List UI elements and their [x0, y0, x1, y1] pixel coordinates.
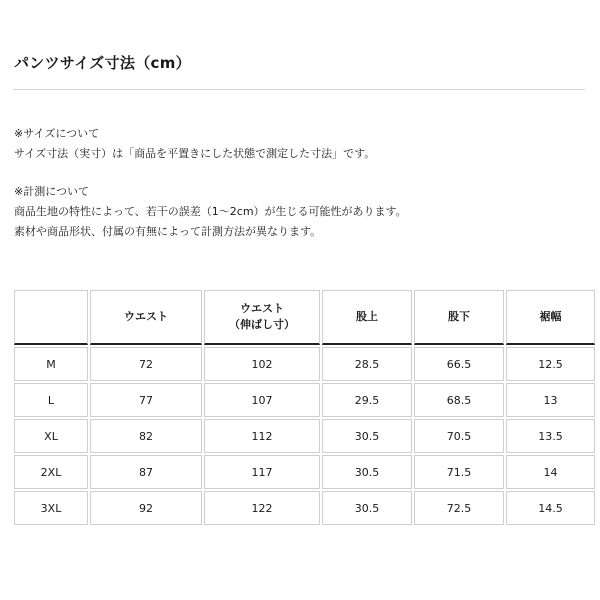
- cell-waist-stretch: 117: [204, 455, 320, 489]
- header-waist-stretch: [204, 290, 320, 345]
- cell-hem: 12.5: [506, 347, 595, 381]
- cell-rise: 29.5: [322, 383, 412, 417]
- cell-rise: 28.5: [322, 347, 412, 381]
- header-rise: 股上: [322, 290, 412, 345]
- header-hem: 裾幅: [506, 290, 595, 345]
- header-inseam: 股下: [414, 290, 504, 345]
- cell-waist-stretch: 107: [204, 383, 320, 417]
- cell-waist-stretch: 102: [204, 347, 320, 381]
- cell-waist: 72: [90, 347, 202, 381]
- header-waist: ウエスト: [90, 290, 202, 345]
- header-size: [14, 290, 88, 345]
- header-waist-stretch-line1: ウエスト: [240, 302, 284, 315]
- size-note-heading: ※サイズについて: [14, 127, 100, 140]
- table-row: [14, 419, 595, 453]
- cell-hem: 13.5: [506, 419, 595, 453]
- size-note-text: サイズ寸法（実寸）は「商品を平置きにした状態で測定した寸法」です。: [14, 147, 376, 160]
- page-title: パンツサイズ寸法（cm）: [14, 54, 191, 72]
- cell-size: XL: [14, 419, 88, 453]
- cell-waist-stretch: 122: [204, 491, 320, 525]
- size-table: [12, 288, 597, 527]
- cell-inseam: 70.5: [414, 419, 504, 453]
- cell-inseam: 66.5: [414, 347, 504, 381]
- cell-rise: 30.5: [322, 491, 412, 525]
- header-waist-stretch-line2: （伸ばし寸）: [229, 318, 295, 331]
- cell-rise: 30.5: [322, 419, 412, 453]
- cell-size: 2XL: [14, 455, 88, 489]
- cell-inseam: 71.5: [414, 455, 504, 489]
- cell-hem: 14: [506, 455, 595, 489]
- measure-note-text-2: 素材や商品形状、付属の有無によって計測方法が異なります。: [14, 225, 322, 238]
- table-row: [14, 491, 595, 525]
- cell-size: L: [14, 383, 88, 417]
- cell-waist: 92: [90, 491, 202, 525]
- cell-rise: 30.5: [322, 455, 412, 489]
- cell-inseam: 72.5: [414, 491, 504, 525]
- table-row: [14, 383, 595, 417]
- title-divider: [13, 89, 585, 90]
- cell-hem: 13: [506, 383, 595, 417]
- note-spacer: [14, 164, 589, 182]
- table-header-row: [14, 290, 595, 345]
- table-row: [14, 455, 595, 489]
- table-row: [14, 347, 595, 381]
- cell-hem: 14.5: [506, 491, 595, 525]
- cell-inseam: 68.5: [414, 383, 504, 417]
- cell-waist: 82: [90, 419, 202, 453]
- cell-waist-stretch: 112: [204, 419, 320, 453]
- cell-waist: 77: [90, 383, 202, 417]
- measure-note-text-1: 商品生地の特性によって、若干の誤差（1〜2cm）が生じる可能性があります。: [14, 205, 407, 218]
- notes-section: [14, 124, 589, 242]
- cell-waist: 87: [90, 455, 202, 489]
- cell-size: 3XL: [14, 491, 88, 525]
- cell-size: M: [14, 347, 88, 381]
- measure-note-heading: ※計測について: [14, 185, 89, 198]
